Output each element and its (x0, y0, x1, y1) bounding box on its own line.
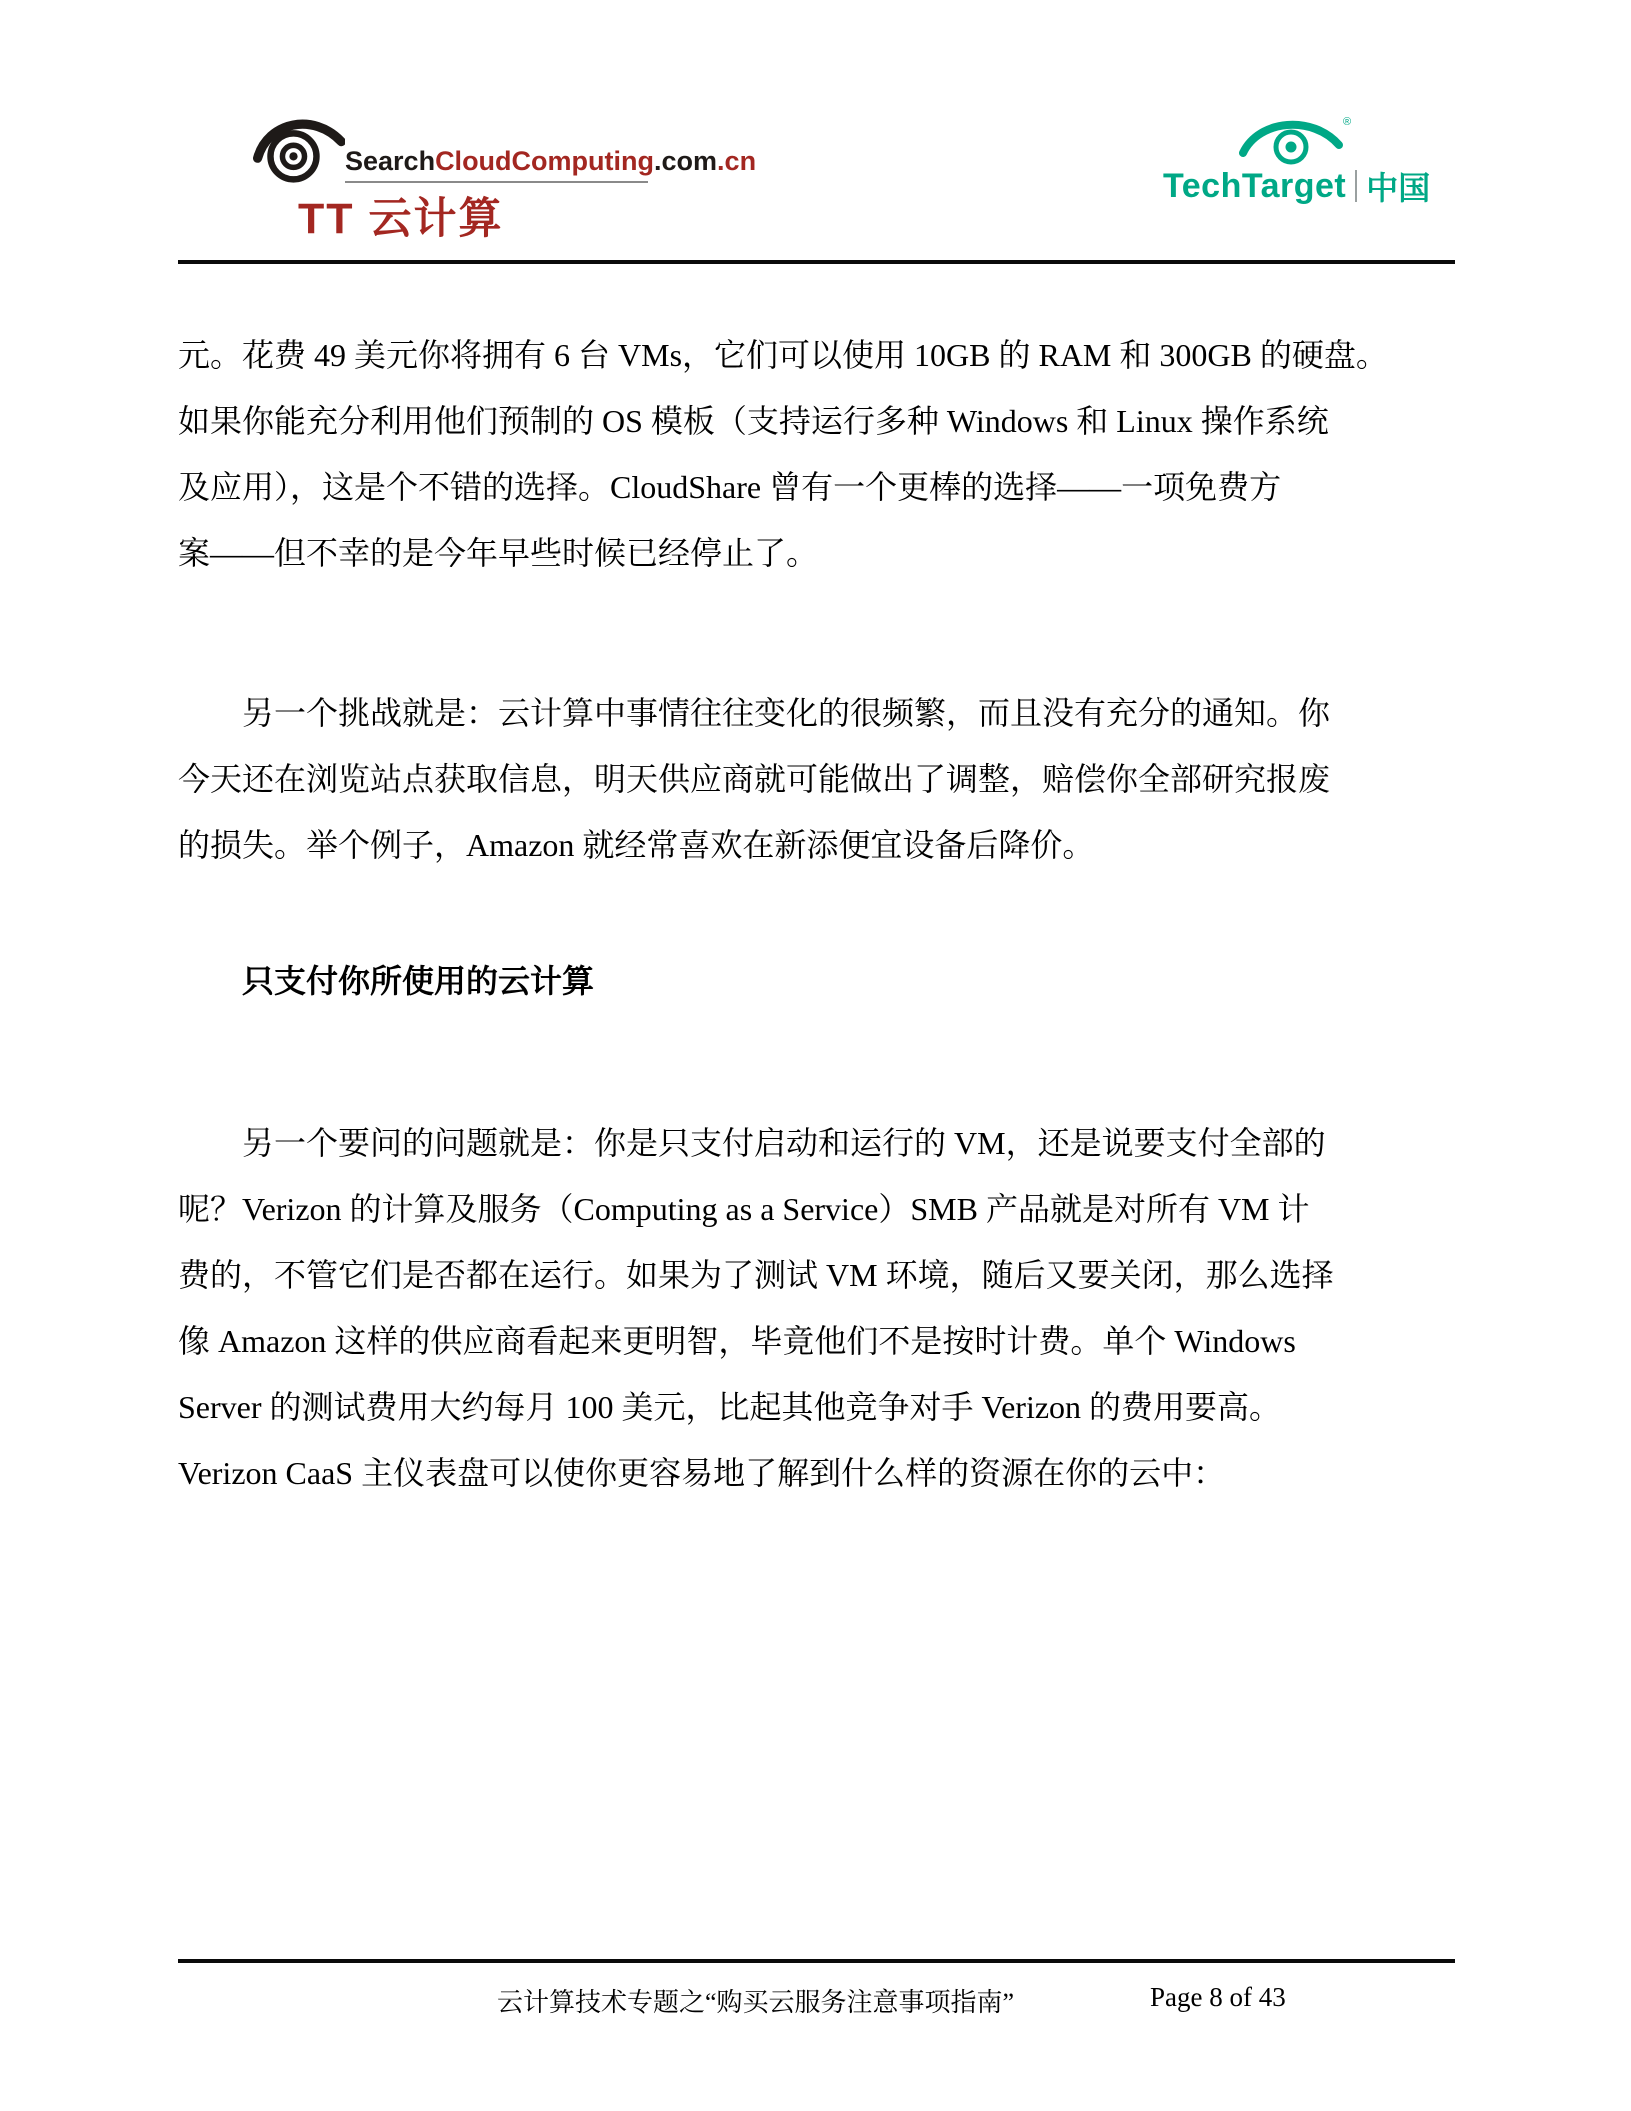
footer-doc-title: 云计算技术专题之“购买云服务注意事项指南” (497, 1988, 1015, 2017)
paragraph-1 (178, 322, 1466, 586)
section-heading (178, 948, 1466, 1014)
techtarget-name: TechTarget (1163, 166, 1347, 205)
paragraph-3 (178, 1110, 1466, 1506)
eye-icon (253, 110, 345, 188)
heading-text: 只支付你所使用的云计算 (242, 963, 595, 999)
text-line: Server 的测试费用大约每月 100 美元，比起其他竞争对手 Verizon 的费用要高。 (178, 1389, 1282, 1425)
text-line: 像 Amazon 这样的供应商看起来更明智，毕竟他们不是按时计费。单个 Windows (178, 1323, 1296, 1359)
techtarget-eye-icon (1235, 113, 1353, 165)
paragraph-2 (178, 680, 1466, 878)
text-line: 如果你能充分利用他们预制的 OS 模板（支持运行多种 Windows 和 Linux 操作系统 (178, 403, 1329, 439)
wordmark-search: Search (345, 146, 436, 176)
footer-page-number: Page 8 of 43 (1150, 1982, 1286, 2012)
text-line: 今天还在浏览站点获取信息，明天供应商就可能做出了调整，赔偿你全部研究报废 (178, 761, 1331, 797)
text-line: Verizon CaaS 主仪表盘可以使你更容易地了解到什么样的资源在你的云中： (178, 1455, 1226, 1491)
wordmark-dotcom: .com (654, 146, 718, 176)
footer-divider (178, 1959, 1455, 1963)
text-line: 案——但不幸的是今年早些时候已经停止了。 (178, 535, 819, 571)
wordmark-cloudcomputing: CloudComputing (435, 146, 655, 176)
searchcloudcomputing-wordmark (345, 146, 756, 177)
text-line: 另一个要问的问题就是：你是只支付启动和运行的 VM，还是说要支付全部的 (242, 1125, 1326, 1161)
wordmark-dotcn: .cn (717, 146, 757, 176)
text-line: 呢？Verizon 的计算及服务（Computing as a Service）SMB 产品就是对所有 VM 计 (178, 1191, 1310, 1227)
text-line: 另一个挑战就是：云计算中事情往往变化的很频繁，而且没有充分的通知。你 (242, 695, 1331, 731)
techtarget-wordmark (1163, 163, 1430, 209)
searchcloudcomputing-logo (253, 110, 757, 243)
logo-separator (1355, 170, 1357, 202)
wordmark-underline (345, 181, 648, 183)
text-line: 及应用），这是个不错的选择。CloudShare 曾有一个更棒的选择——一项免费方 (178, 469, 1282, 505)
header-divider (178, 260, 1455, 264)
text-line: 费的，不管它们是否都在运行。如果为了测试 VM 环境，随后又要关闭，那么选择 (178, 1257, 1334, 1293)
tt-cloud-subtitle: TT 云计算 (298, 195, 504, 243)
text-line: 的损失。举个例子，Amazon 就经常喜欢在新添便宜设备后降价。 (178, 827, 1095, 863)
techtarget-logo (1163, 113, 1431, 208)
registered-mark: ® (1343, 116, 1352, 128)
techtarget-region: 中国 (1366, 170, 1431, 206)
text-line: 元。花费 49 美元你将拥有 6 台 VMs，它们可以使用 10GB 的 RAM 和 300GB 的硬盘。 (178, 337, 1388, 373)
